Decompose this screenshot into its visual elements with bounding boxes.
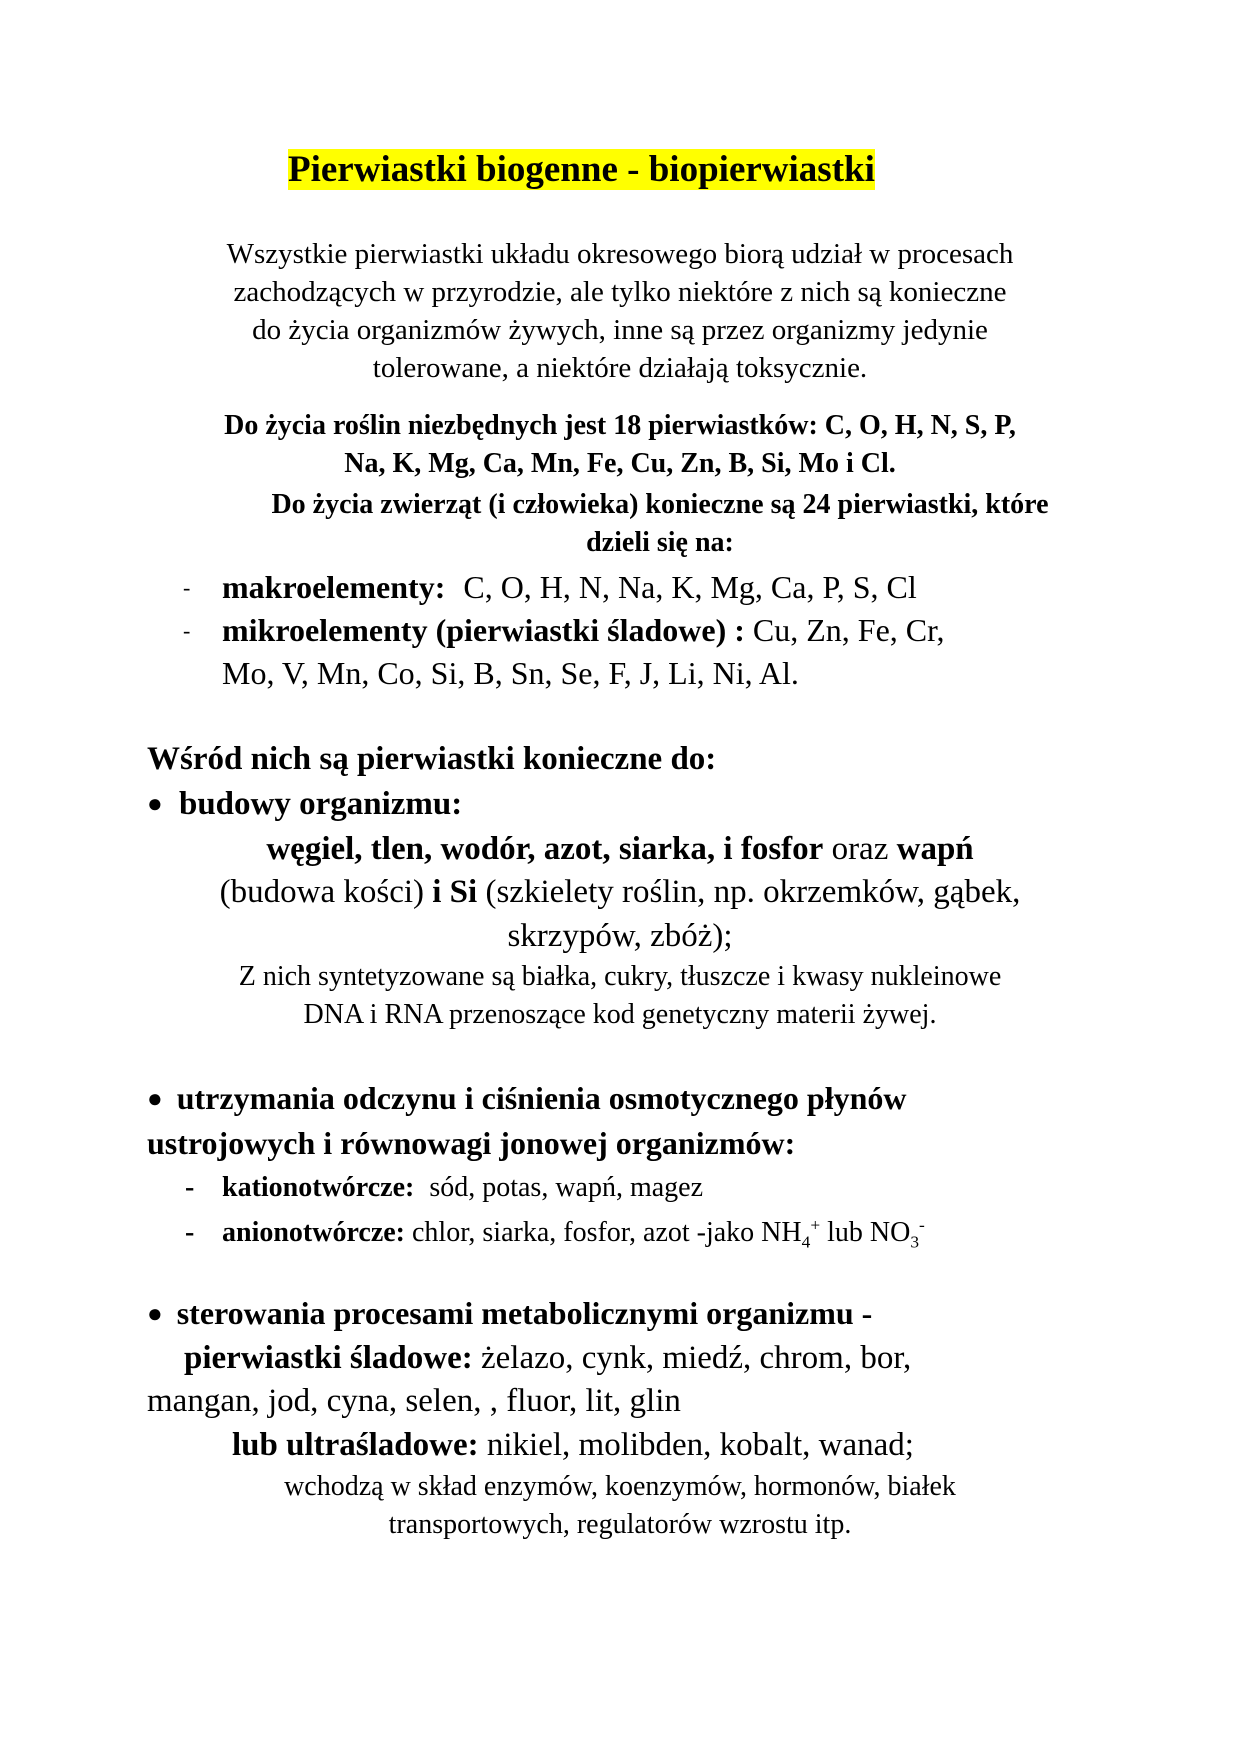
intro-line-4: tolerowane, a niektóre działają toksycznie. — [372, 352, 868, 384]
osmotic-heading-2: ustrojowych i równowagi jonowej organizmów: — [147, 1125, 796, 1161]
osmotic-heading-row — [147, 1077, 907, 1122]
metabolic-heading: sterowania procesami metabolicznymi organizmu - — [176, 1295, 873, 1331]
micro-dash: - — [183, 618, 191, 643]
anion-dash: - — [185, 1217, 195, 1248]
metabolic-note-1: wchodzą w skład enzymów, koenzymów, hormonów, białek — [284, 1471, 956, 1502]
ultra-line — [232, 1423, 914, 1467]
building-line-1 — [100, 827, 1140, 871]
cation-line — [222, 1170, 703, 1206]
no3-charge: - — [919, 1215, 925, 1235]
cation-dash: - — [185, 1172, 195, 1203]
page-title — [288, 148, 875, 192]
trace-line-1 — [184, 1336, 911, 1380]
cation-values: sód, potas, wapń, magez — [429, 1172, 704, 1203]
anion-line — [222, 1215, 925, 1251]
trace-line-2: mangan, jod, cyna, selen, , fluor, lit, glin — [147, 1383, 681, 1419]
building-skeletons: (szkielety roślin, np. okrzemków, gąbek, — [485, 874, 1021, 910]
no3-subscript: 3 — [910, 1232, 920, 1252]
anion-values: chlor, siarka, fosfor, azot -jako NH — [412, 1217, 802, 1248]
building-oraz: oraz — [831, 831, 889, 867]
macro-label: makroelementy: — [222, 569, 446, 605]
plants-line-1: Do życia roślin niezbędnych jest 18 pierwiastków: C, O, H, N, S, P, — [224, 410, 1016, 441]
bullet-icon: ● — [147, 789, 163, 818]
anion-label: anionotwórcze: — [222, 1217, 405, 1248]
anion-or: lub NO — [827, 1217, 911, 1248]
section-heading: Wśród nich są pierwiastki konieczne do: — [147, 741, 717, 777]
animals-line-1: Do życia zwierząt (i człowieka) konieczne są 24 pierwiastki, które — [271, 489, 1049, 520]
cation-label: kationotwórcze: — [222, 1172, 415, 1203]
micro-elements-line-2: Mo, V, Mn, Co, Si, B, Sn, Se, F, J, Li, Ni, Al. — [222, 655, 799, 691]
plants-line-2: Na, K, Mg, Ca, Mn, Fe, Cu, Zn, B, Si, Mo i Cl. — [344, 448, 896, 479]
micro-values-1: Cu, Zn, Fe, Cr, — [752, 612, 945, 648]
nh4-subscript: 4 — [801, 1232, 811, 1252]
building-note-2: DNA i RNA przenoszące kod genetyczny materii żywej. — [303, 999, 937, 1030]
trace-label: pierwiastki śladowe: — [184, 1340, 473, 1376]
building-bones: (budowa kości) — [219, 874, 425, 910]
metabolic-note-2: transportowych, regulatorów wzrostu itp. — [388, 1509, 852, 1540]
building-si: i Si — [432, 874, 478, 910]
ultra-label: lub ultraśladowe: — [232, 1427, 479, 1463]
bullet-icon: ● — [147, 1299, 163, 1328]
nh4-charge: + — [810, 1215, 821, 1235]
building-wapn: wapń — [896, 831, 974, 867]
bullet-icon: ● — [147, 1084, 163, 1113]
trace-values: żelazo, cynk, miedź, chrom, bor, — [481, 1340, 912, 1376]
building-note-1: Z nich syntetyzowane są białka, cukry, tłuszcze i kwasy nukleinowe — [238, 961, 1002, 992]
macro-values: C, O, H, N, Na, K, Mg, Ca, P, S, Cl — [463, 569, 917, 605]
animals-line-2: dzieli się na: — [586, 527, 734, 558]
micro-label: mikroelementy (pierwiastki śladowe) : — [222, 612, 745, 648]
macro-dash: - — [183, 575, 191, 600]
osmotic-heading-1: utrzymania odczynu i ciśnienia osmotycznego płynów — [176, 1080, 907, 1116]
building-elements: węgiel, tlen, wodór, azot, siarka, i fosfor — [266, 831, 824, 867]
building-line-2 — [100, 870, 1140, 914]
building-heading-row — [147, 782, 462, 828]
title-highlight: Pierwiastki biogenne - biopierwiastki — [288, 149, 875, 190]
intro-line-3: do życia organizmów żywych, inne są przez organizmy jedynie — [252, 314, 988, 346]
intro-line-1: Wszystkie pierwiastki układu okresowego biorą udział w procesach — [226, 238, 1014, 270]
intro-line-2: zachodzących w przyrodzie, ale tylko niektóre z nich są konieczne — [233, 276, 1007, 308]
building-line-3: skrzypów, zbóż); — [507, 918, 733, 954]
macro-elements-line — [222, 566, 917, 608]
building-heading: budowy organizmu: — [178, 786, 463, 822]
ultra-values: nikiel, molibden, kobalt, wanad; — [486, 1427, 914, 1463]
metabolic-heading-row — [147, 1292, 872, 1337]
micro-elements-line-1 — [222, 609, 945, 651]
